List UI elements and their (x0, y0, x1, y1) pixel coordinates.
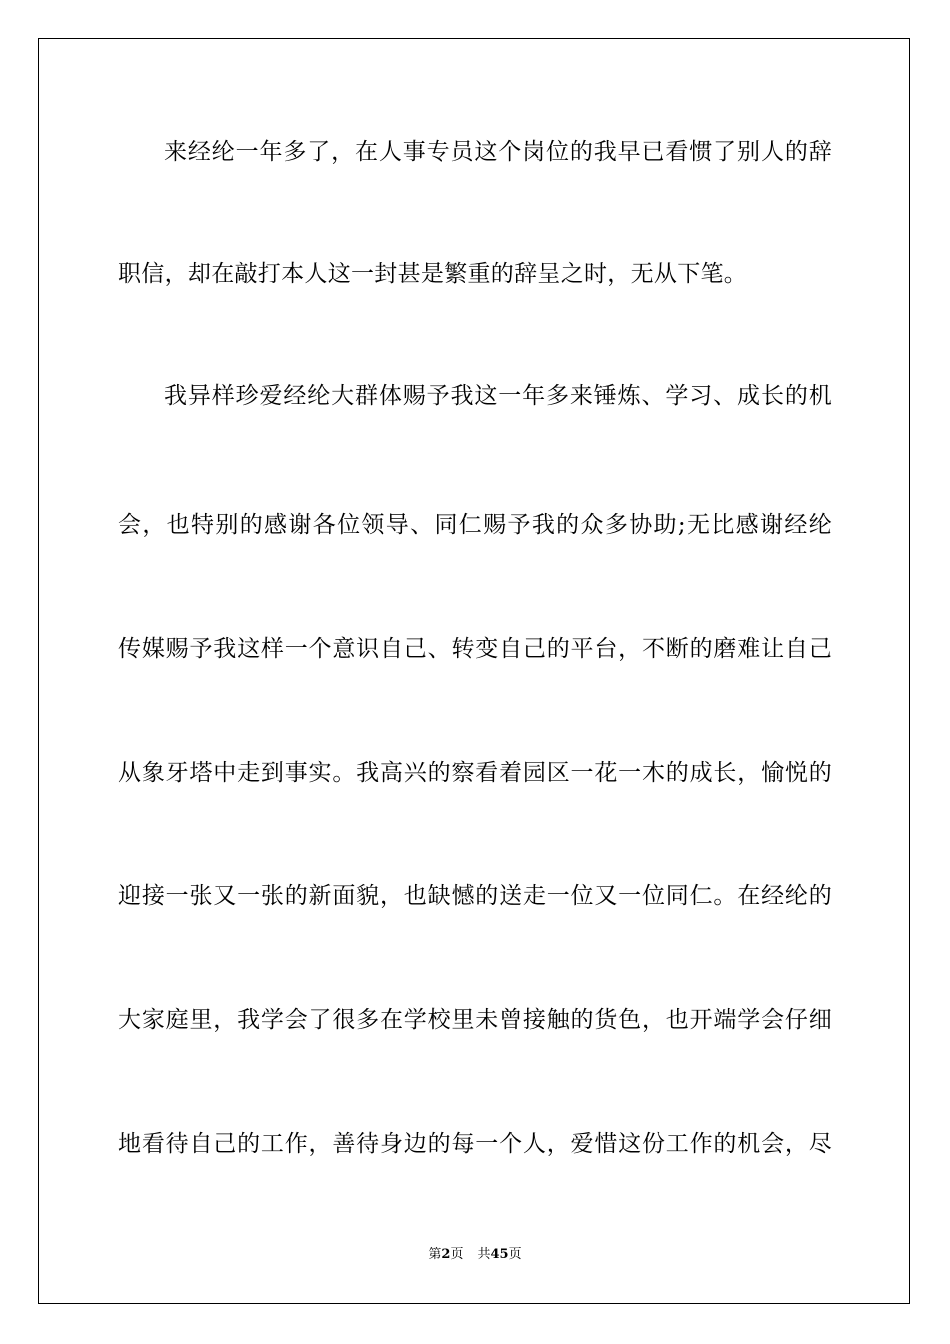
paragraph-2-line-3: 传媒赐予我这样一个意识自己、转变自己的平台，不断的磨难让自己 (118, 636, 832, 662)
total-pages: 45 (490, 1247, 509, 1262)
page-prefix: 第 (428, 1247, 442, 1262)
page-number: 2 (441, 1247, 451, 1262)
paragraph-2-line-4: 从象牙塔中走到事实。我高兴的察看着园区一花一木的成长，愉悦的 (118, 760, 832, 786)
paragraph-1-line-1: 来经纶一年多了，在人事专员这个岗位的我早已看惯了别人的辞 (164, 139, 832, 165)
total-prefix: 共 (477, 1247, 491, 1262)
paragraph-2-line-7: 地看待自己的工作，善待身边的每一个人，爱惜这份工作的机会，尽 (118, 1131, 832, 1157)
total-suffix: 页 (508, 1247, 522, 1262)
page-border (38, 38, 910, 1304)
page-footer (0, 1246, 950, 1264)
paragraph-2-line-2: 会，也特别的感谢各位领导、同仁赐予我的众多协助;无比感谢经纶 (118, 512, 832, 538)
paragraph-1-line-2: 职信，却在敲打本人这一封甚是繁重的辞呈之时，无从下笔。 (118, 261, 748, 287)
paragraph-2-line-6: 大家庭里，我学会了很多在学校里未曾接触的货色，也开端学会仔细 (118, 1007, 832, 1033)
page-suffix: 页 (450, 1247, 464, 1262)
paragraph-2-line-5: 迎接一张又一张的新面貌，也缺憾的送走一位又一位同仁。在经纶的 (118, 883, 832, 909)
paragraph-2-line-1: 我异样珍爱经纶大群体赐予我这一年多来锤炼、学习、成长的机 (164, 383, 832, 409)
